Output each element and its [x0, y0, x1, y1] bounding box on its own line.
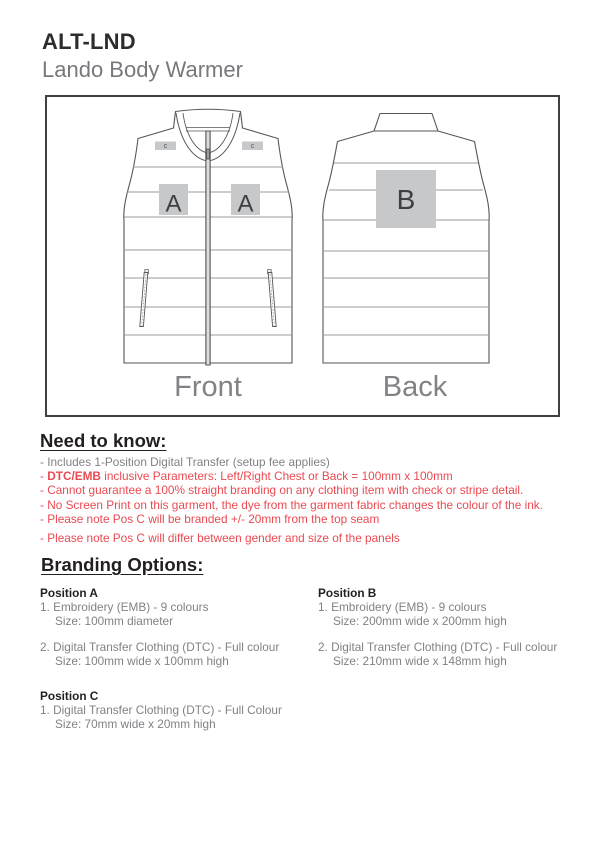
note-inclusive-rest: inclusive Parameters: Left/Right Chest or Back = 100mm x 100mm [100, 469, 453, 484]
note-dash: - [40, 469, 48, 484]
need-to-know-heading: Need to know: [40, 430, 167, 451]
position-b-item-1-size: Size: 200mm wide x 200mm high [333, 613, 507, 628]
front-vest-diagram [124, 109, 292, 365]
position-a-item-2: 2. Digital Transfer Clothing (DTC) - Full colour [40, 640, 280, 655]
position-c-title: Position C [40, 689, 99, 703]
back-view-label: Back [382, 371, 448, 403]
position-b-title: Position B [318, 586, 377, 600]
zipper-pull [206, 149, 209, 159]
need-to-know-notes [40, 455, 580, 545]
product-name: Lando Body Warmer [42, 57, 243, 82]
position-a-details [40, 587, 320, 668]
position-b-item-1: 1. Embroidery (EMB) - 9 colours [318, 600, 487, 615]
position-a-title: Position A [40, 586, 98, 600]
position-c-item-1: 1. Digital Transfer Clothing (DTC) - Full Colour [40, 703, 282, 718]
back-vest-outline [323, 114, 489, 364]
note-pos-c-seam: - Please note Pos C will be branded +/- 20mm from the top seam [40, 511, 380, 526]
note-no-screen-print: - No Screen Print on this garment, the dye from the garment fabric changes the colour of the ink. [40, 497, 543, 512]
position-a-item-1-size: Size: 100mm diameter [55, 613, 174, 628]
position-c-marker-left-label: c [163, 143, 168, 151]
note-pos-c-gender: - Please note Pos C will differ between gender and size of the panels [40, 531, 400, 546]
product-sku: ALT-LND [42, 29, 136, 54]
position-c-marker-right-label: c [250, 143, 255, 151]
position-b-square-label: B [396, 184, 416, 215]
position-a-item-2-size: Size: 100mm wide x 100mm high [55, 653, 229, 668]
position-a-square-right-label: A [237, 190, 254, 218]
garment-diagram [47, 97, 558, 415]
back-vest-diagram [323, 114, 489, 364]
diagram-frame [45, 95, 560, 417]
position-b-item-2: 2. Digital Transfer Clothing (DTC) - Full colour [318, 640, 558, 655]
note-setup-fee: - Includes 1-Position Digital Transfer (setup fee applies) [40, 455, 330, 469]
position-a-square-left-label: A [165, 190, 182, 218]
note-inclusive-parameters [40, 469, 580, 483]
position-b-details [318, 587, 598, 668]
branding-options-heading: Branding Options: [41, 554, 204, 575]
note-dtc-emb-bold: DTC/EMB [47, 469, 101, 484]
position-c-item-1-size: Size: 70mm wide x 20mm high [55, 716, 216, 731]
position-b-item-2-size: Size: 210mm wide x 148mm high [333, 653, 507, 668]
position-a-item-1: 1. Embroidery (EMB) - 9 colours [40, 600, 209, 615]
front-view-label: Front [174, 371, 242, 403]
note-straight-branding: - Cannot guarantee a 100% straight branding on any clothing item with check or stripe detail. [40, 483, 524, 498]
position-c-details [40, 690, 320, 731]
